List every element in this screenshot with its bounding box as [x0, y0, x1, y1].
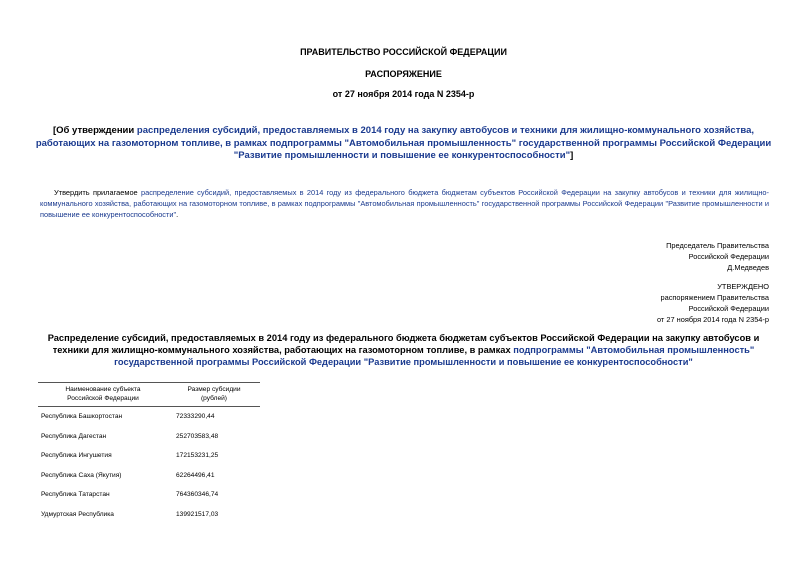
header-region: [38, 383, 168, 407]
document-title: [30, 125, 777, 163]
approval-date: от 27 ноября 2014 года N 2354-р: [656, 315, 769, 324]
title-prefix: [Об утверждении: [52, 125, 137, 136]
document-date-number: от 27 ноября 2014 года N 2354-р: [332, 89, 475, 99]
subsidy-table: [38, 382, 260, 524]
header-amount: [168, 383, 260, 407]
title-link[interactable]: распределения субсидий, предоставляемых в 2014 году на закупку автобусов и техники для жилищно-коммунального хозяйства, работающих на газомоторном топливе, в рамках подпрограммы "Автомобильная промышленность" государственной программы Российской Федерации "Развитие промышленности и повышение ее конкурентоспособности": [35, 125, 772, 161]
amount-cell: 62264496,41: [176, 471, 215, 479]
table-row: [38, 427, 260, 447]
header-amount-line1: Размер субсидии: [187, 386, 241, 393]
region-cell: Республика Башкортостан: [41, 413, 123, 421]
distribution-title: [30, 332, 777, 368]
title-suffix: ]: [570, 150, 574, 161]
table-row: [38, 407, 260, 427]
region-cell: Республика Татарстан: [41, 491, 110, 499]
region-cell: Республика Дагестан: [41, 432, 107, 440]
table-header-row: [38, 383, 260, 407]
amount-cell: 764360346,74: [176, 491, 219, 499]
header-amount-line2: (рублей): [200, 395, 228, 402]
table-row: [38, 485, 260, 505]
region-cell: Республика Ингушетия: [41, 452, 112, 460]
distribution-title-text: Распределение субсидий, предоставляемых в 2014 году из федерального бюджета бюджетам субъектов Российской Федерации на закупку автобусов и техники для жилищно-коммунального хозяйства, работающих на газомоторном топливе, в рамках: [47, 333, 760, 355]
signature-block: [529, 240, 769, 273]
region-cell: Удмуртская Республика: [41, 510, 114, 518]
distribution-title-link[interactable]: подпрограммы "Автомобильная промышленность" государственной программы Российской Федерации "Развитие промышленности и повышение ее конкурентоспособности": [114, 345, 755, 367]
table-row: [38, 505, 260, 525]
government-heading: ПРАВИТЕЛЬСТВО РОССИЙСКОЙ ФЕДЕРАЦИИ: [300, 47, 507, 57]
signature-name: Д.Медведев: [727, 263, 769, 272]
approval-label: УТВЕРЖДЕНО: [717, 282, 769, 291]
table-row: [38, 446, 260, 466]
approval-block: [529, 281, 769, 325]
header-region-line2: Российской Федерации: [67, 395, 139, 402]
approval-country: Российской Федерации: [688, 304, 769, 313]
body-distribution-link[interactable]: распределение субсидий, предоставляемых в 2014 году из федерального бюджета бюджетам субъектов Российской Федерации на закупку автобусов и техники для жилищно-коммунального хозяйства, работающих на газомоторном топливе, в рамках подпрограммы "Автомобильная промышленность" государственной программы Российской Федерации "Развитие промышленности и повышение ее конкурентоспособности": [40, 188, 769, 219]
approval-by: распоряжением Правительства: [660, 293, 769, 302]
amount-cell: 172153231,25: [176, 452, 219, 460]
body-intro: Утвердить прилагаемое: [54, 188, 138, 197]
document-type-heading: РАСПОРЯЖЕНИЕ: [365, 69, 442, 79]
region-cell: Республика Саха (Якутия): [41, 471, 122, 479]
resolution-paragraph: [40, 187, 769, 220]
signature-country: Российской Федерации: [688, 252, 769, 261]
amount-cell: 252703583,48: [176, 432, 219, 440]
signature-position: Председатель Правительства: [666, 241, 769, 250]
amount-cell: 139921517,03: [176, 510, 219, 518]
amount-cell: 72333290,44: [176, 413, 215, 421]
body-end: .: [176, 210, 179, 219]
header-region-line1: Наименование субъекта: [65, 386, 141, 393]
table-row: [38, 466, 260, 486]
